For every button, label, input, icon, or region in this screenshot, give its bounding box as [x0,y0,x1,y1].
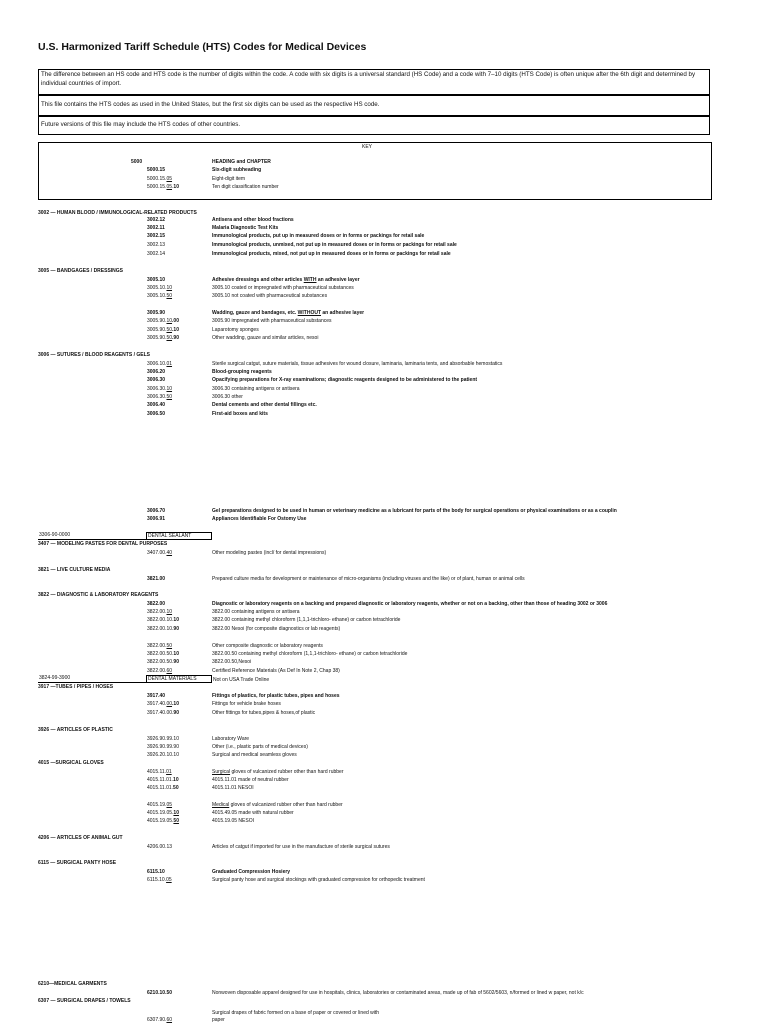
code-3002-14: 3002.14 [147,251,166,257]
desc-3005-10: Adhesive dressings and other articles WITH an adhesive layer [212,277,360,283]
code-3822-00-10: 3822.00.10 [147,609,173,615]
code-3926-20-10-10: 3926.20.10.10 [147,752,179,758]
code-3002-15: 3002.15 [147,233,166,239]
desc-4015-11-01-50: 4015.11.01 NESOI [212,785,254,791]
code-3005-10-50: 3005.10.50 [147,293,173,299]
desc-3822-00-10: 3822.00 containing antigens or antisera [212,609,300,615]
desc-3002-15: Immunological products, put up in measured doses or in forms or packings for retail sale [212,233,425,239]
code-3006-70: 3006.70 [147,508,166,514]
section-3002: 3002 — HUMAN BLOOD / IMMUNOLOGICAL-RELATED PRODUCTS [38,210,197,216]
code-3006-91: 3006.91 [147,516,166,522]
desc-3006-30-50: 3006.30 other [212,394,243,400]
desc-3822-00-50-90: 3822.00.50,Nesoi [212,659,252,665]
code-3002-12: 3002.12 [147,217,166,223]
code-4015-19-05-50: 4015.19.05.50 [147,818,179,824]
desc-3822-00-10-90: 3822.00 Nesoi (for composite diagnostics or lab reagents) [212,626,341,632]
key-desc-heading: HEADING and CHAPTER [212,159,271,165]
desc-4206-00-13: Articles of catgut if imported for use in the manufacture of sterile surgical sutures [212,844,390,850]
code-4206-00-13: 4206.00.13 [147,844,173,850]
code-4015-19-05: 4015.19.05 [147,802,173,808]
desc-3822-00-10-10: 3822.00 containing methyl chloroform (1,1,1-trichloro- ethane) or carbon tetrachloride [212,617,401,623]
code-6115-10-05: 6115.10.05 [147,877,172,883]
code-4015-19-05-10: 4015.19.05.10 [147,810,179,816]
key-heading: KEY [362,144,373,150]
desc-3002-11: Malaria Diagnostic Test Kits [212,225,279,231]
desc-3005-90-10-00: 3005.90 impregnated with pharmaceutical substances [212,318,332,324]
desc-6307-90-60-line1: Surgical drapes of fabric formed on a base of paper or covered or lined with [212,1010,380,1016]
desc-6115-10-05: Surgical panty hose and surgical stockings with graduated compression for orthopedic treatment [212,877,425,883]
code-3002-13: 3002.13 [147,242,166,248]
code-box-dental-materials: 3824-99-3900 [38,675,146,683]
desc-4015-19-05-10: 4015.49.05 made with natural rubber [212,810,294,816]
desc-3407-00-40: Other modeling pastes (incl/ for dental impressions) [212,550,327,556]
desc-3822-00: Diagnostic or laboratory reagents on a backing and prepared diagnostic or laboratory reagents, whether or not on a backing, other than those of heading 3002 or 3006 [212,601,608,607]
desc-3006-10-01: Sterile surgical catgut, suture materials, tissue adhesives for wound closure, laminaria, laminaria tents, and absorbable hemostatics [212,361,503,367]
key-desc-item: Eight-digit item [212,176,246,182]
code-3822-00-50-10: 3822.00.50.10 [147,651,179,657]
code-3917-40-00-10: 3917.40.00.10 [147,701,179,707]
note-not-on-trade-online: Not on USA Trade Online [213,677,270,683]
desc-3926-90-99-10: Laboratory Ware [212,736,250,742]
code-box-dental-sealant: 3306-90-0000 [38,532,146,540]
desc-3005-90: Wadding, gauze and bandages, etc. WITHOUT an adhesive layer [212,310,365,316]
section-6115: 6115 — SURGICAL PANTY HOSE [38,860,117,866]
code-3005-90-50-90: 3005.90.50.90 [147,335,179,341]
intro-paragraph-us-codes: This file contains the HTS codes as used in the United States, but the first six digits can be used as the respective HS code. [38,95,710,116]
intro-paragraph-future-versions: Future versions of this file may include the HTS codes of other countries. [38,116,710,135]
desc-3006-30-10: 3006.30 containing antigens or antisera [212,386,300,392]
desc-3822-00-50-10: 3822.00.50 containing methyl chloroform (1,1,1-trichloro- ethane) or carbon tetrachloride [212,651,408,657]
code-3006-30-50: 3006.30.50 [147,394,173,400]
code-4015-11-01-50: 4015.11.01.50 [147,785,179,791]
desc-3822-00-50: Other composite diagnostic or laboratory reagents [212,643,323,649]
code-4015-11-01: 4015.11.01 [147,769,172,775]
desc-3002-12: Antisera and other blood fractions [212,217,294,223]
section-4015: 4015 —SURGICAL GLOVES [38,760,104,766]
section-3926: 3926 — ARTICLES OF PLASTIC [38,727,113,733]
desc-3006-50: First-aid boxes and kits [212,411,268,417]
desc-4015-11-01-10: 4015.11.01 made of neutral rubber [212,777,289,783]
section-6210: 6210—MEDICAL GARMENTS [38,981,107,987]
code-4015-11-01-10: 4015.11.01.10 [147,777,179,783]
code-3006-40: 3006.40 [147,402,166,408]
desc-4015-19-05-50: 4015.19.05 NESOI [212,818,254,824]
code-3926-90-99-90: 3926.90.99.90 [147,744,179,750]
desc-3917-40-00-10: Fittings for vehicle brake hoses [212,701,281,707]
desc-3821-00: Prepared culture media for development or maintenance of micro-organisms (including viruses and the like) or of plant, human or animal cells [212,576,525,582]
desc-3926-90-99-90: Other (i.e., plastic parts of medical devices) [212,744,308,750]
key-code-heading: 5000 [131,159,143,165]
desc-3005-90-50-90: Other wadding, gauze and similar articles, nesoi [212,335,319,341]
section-3407: 3407 — MODELING PASTES FOR DENTAL PURPOSES [38,541,168,547]
desc-3006-20: Blood-grouping reagents [212,369,272,375]
code-3822-00-10-90: 3822.00.10.90 [147,626,179,632]
desc-3006-70: Gel preparations designed to be used in human or veterinary medicine as a lubricant for parts of the body for surgical operations or physical examinations or as a couplin [212,508,617,514]
code-3822-00-50: 3822.00.50 [147,643,173,649]
desc-4015-19-05: Medical gloves of vulcanized rubber other than hard rubber [212,802,343,808]
code-3006-30: 3006.30 [147,377,166,383]
desc-3005-90-50-10: Laparotomy sponges [212,327,259,333]
desc-3926-20-10-10: Surgical and medical seamless gloves [212,752,297,758]
desc-3917-40-00-90: Other fittings for tubes,pipes & hoses,of plastic [212,710,316,716]
code-6115-10: 6115.10 [147,869,165,875]
desc-6307-90-60-line2: paper [212,1017,225,1023]
desc-3005-10-50: 3005.10 not coated with pharmaceutical substances [212,293,328,299]
section-4206: 4206 — ARTICLES OF ANIMAL GUT [38,835,123,841]
code-3822-00: 3822.00 [147,601,166,607]
code-3822-00-60: 3822.00.60 [147,668,173,674]
code-3005-10-10: 3005.10.10 [147,285,173,291]
desc-3002-13: Immunological products, unmixed, not put up in measured doses or in forms or packings for retail sale [212,242,457,248]
code-3926-90-99-10: 3926.90.99.10 [147,736,179,742]
code-3002-11: 3002.11 [147,225,165,231]
page-title: U.S. Harmonized Tariff Schedule (HTS) Codes for Medical Devices [38,41,367,53]
section-3822: 3822 — DIAGNOSTIC & LABORATORY REAGENTS [38,592,159,598]
key-code-subheading: 5000.15 [147,167,166,173]
key-box [38,142,712,200]
code-3917-40-00-90: 3917.40.00.90 [147,710,179,716]
key-code-classification: 5000.15.05.10 [147,184,179,190]
section-3917: 3917 —TUBES / PIPES / HOSES [38,684,114,690]
code-3005-90: 3005.90 [147,310,166,316]
key-code-item: 5000.15.05 [147,176,173,182]
section-6307: 6307 — SURGICAL DRAPES / TOWELS [38,998,131,1004]
desc-3917-40: Fittings of plastics, for plastic tubes, pipes and hoses [212,693,340,699]
code-6210-10-50: 6210.10.50 [147,990,173,996]
desc-3822-00-60: Certified Reference Materials (As Def In Note 2, Chap 38) [212,668,340,674]
code-3917-40: 3917.40 [147,693,166,699]
section-3821: 3821 — LIVE CULTURE MEDIA [38,567,111,573]
code-3006-20: 3006.20 [147,369,166,375]
code-3006-30-10: 3006.30.10 [147,386,173,392]
key-desc-subheading: Six-digit subheading [212,167,262,173]
desc-6115-10: Graduated Compression Hosiery [212,869,291,875]
code-3005-90-50-10: 3005.90.50.10 [147,327,179,333]
desc-3006-30: Opacifying preparations for X-ray examinations; diagnostic reagents designed to be administered to the patient [212,377,478,383]
code-3822-00-10-10: 3822.00.10.10 [147,617,179,623]
code-3821-00: 3821.00 [147,576,166,582]
code-3407-00-40: 3407.00.40 [147,550,173,556]
section-3005: 3005 — BANDGAGES / DRESSINGS [38,268,124,274]
label-box-dental-sealant: DENTAL SEALANT [146,532,212,540]
label-box-dental-materials: DENTAL MATERIALS [146,675,212,683]
desc-6210-10-50: Nonwoven disposable apparel designed for use in hospitals, clinics, laboratories or contaminated areas, made up of fab of 5602/5603, n/formed or lined w paper, not k/c [212,990,584,996]
desc-3006-91: Appliances Identifiable For Ostomy Use [212,516,307,522]
code-6307-90-60: 6307.90.60 [147,1017,173,1023]
desc-3006-40: Dental cements and other dental fillings etc. [212,402,317,408]
code-3822-00-50-90: 3822.00.50.90 [147,659,179,665]
key-desc-classification: Ten digit classification number [212,184,279,190]
code-3005-90-10-00: 3005.90.10.00 [147,318,179,324]
desc-3005-10-10: 3005.10 coated or impregnated with pharmaceutical substances [212,285,354,291]
desc-4015-11-01: Surgical gloves of vulcanized rubber other than hard rubber [212,769,344,775]
code-3005-10: 3005.10 [147,277,166,283]
code-3006-50: 3006.50 [147,411,166,417]
section-3006: 3006 — SUTURES / BLOOD REAGENTS / GELS [38,352,150,358]
desc-3002-14: Immunological products, mixed, not put up in measured doses or in forms or packings for retail sale [212,251,451,257]
code-3006-10-01: 3006.10.01 [147,361,173,367]
intro-paragraph-hs-hts-difference: The difference between an HS code and HTS code is the number of digits within the code. A code with six digits is a universal standard (HS Code) and a code with 7–10 digits (HTS Code) is often unique after the 6th digit and determined by individual countries of import. [38,69,710,95]
